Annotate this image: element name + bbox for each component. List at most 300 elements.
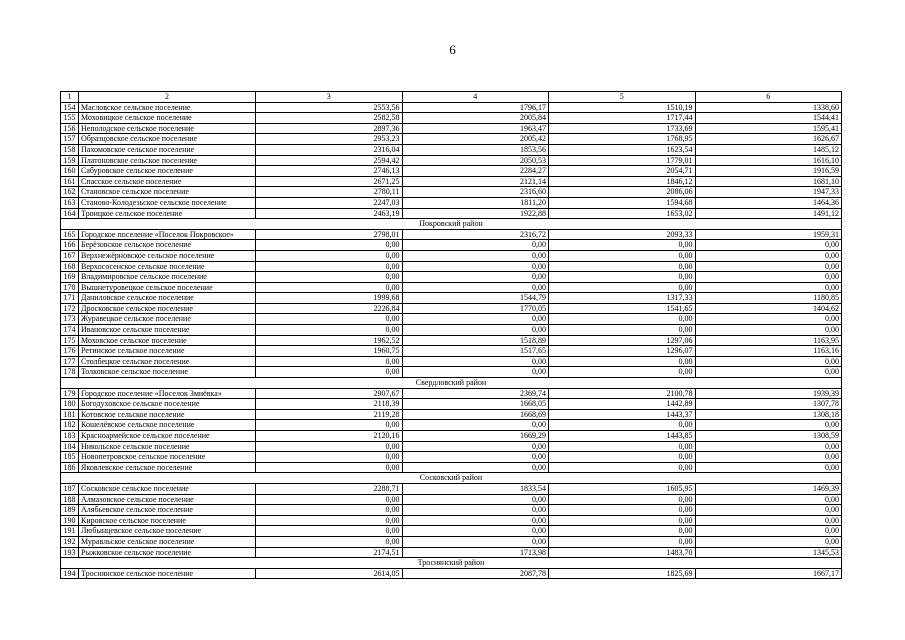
table-row: [61, 187, 842, 198]
value-col-6: 1163,95: [695, 335, 842, 346]
settlement-name: Спасское сельское поселение: [79, 176, 256, 187]
table-row: [61, 144, 842, 155]
value-col-5: 0,00: [549, 536, 696, 547]
value-col-6: 0,00: [695, 526, 842, 537]
row-number: 171: [61, 293, 79, 304]
row-number: 168: [61, 261, 79, 272]
value-col-4: 2005,84: [402, 113, 549, 124]
value-col-4: 1668,05: [402, 399, 549, 410]
table-row: [61, 483, 842, 494]
value-col-5: 1443,85: [549, 431, 696, 442]
table-row: [61, 113, 842, 124]
value-col-4: 1713,98: [402, 547, 549, 558]
table-row: [61, 229, 842, 240]
value-col-5: 1846,12: [549, 176, 696, 187]
district-header-row: [61, 219, 842, 230]
table-row: [61, 431, 842, 442]
table-row: [61, 134, 842, 145]
settlement-name: Дросковское сельское поселение: [79, 303, 256, 314]
district-name: Свердловский район: [61, 378, 842, 389]
value-col-5: 1768,95: [549, 134, 696, 145]
row-number: 179: [61, 388, 79, 399]
settlement-name: Красноармейское сельское поселение: [79, 431, 256, 442]
row-number: 154: [61, 102, 79, 113]
value-col-3: 0,00: [256, 272, 403, 283]
value-col-5: 2086,06: [549, 187, 696, 198]
value-col-3: 2247,03: [256, 197, 403, 208]
settlement-name: Верхососенское сельское поселение: [79, 261, 256, 272]
value-col-5: 1296,07: [549, 346, 696, 357]
settlements-table: [60, 91, 842, 579]
value-col-6: 1307,78: [695, 399, 842, 410]
value-col-3: 0,00: [256, 420, 403, 431]
row-number: 180: [61, 399, 79, 410]
value-col-4: 2284,27: [402, 166, 549, 177]
header-cell-2: 2: [79, 92, 256, 103]
row-number: 161: [61, 176, 79, 187]
settlement-name: Масловское сельское поселение: [79, 102, 256, 113]
value-col-5: 0,00: [549, 314, 696, 325]
value-col-3: 2780,11: [256, 187, 403, 198]
row-number: 170: [61, 282, 79, 293]
settlement-name: Городское поселение «Поселок Змиёвка»: [79, 388, 256, 399]
settlement-name: Алябьевское сельское поселение: [79, 505, 256, 516]
value-col-3: 0,00: [256, 494, 403, 505]
settlement-name: Пахомовское сельское поселение: [79, 144, 256, 155]
value-col-4: 1833,54: [402, 483, 549, 494]
value-col-4: 1669,29: [402, 431, 549, 442]
value-col-6: 1544,41: [695, 113, 842, 124]
value-col-6: 1667,17: [695, 568, 842, 579]
value-col-6: 1939,39: [695, 388, 842, 399]
value-col-3: 2288,71: [256, 483, 403, 494]
value-col-4: 0,00: [402, 282, 549, 293]
value-col-6: 0,00: [695, 272, 842, 283]
value-col-5: 0,00: [549, 356, 696, 367]
value-col-3: 1960,75: [256, 346, 403, 357]
value-col-4: 1544,79: [402, 293, 549, 304]
value-col-4: 1518,89: [402, 335, 549, 346]
value-col-5: 0,00: [549, 282, 696, 293]
table-row: [61, 536, 842, 547]
value-col-5: 1779,01: [549, 155, 696, 166]
value-col-4: 0,00: [402, 515, 549, 526]
value-col-6: 1163,16: [695, 346, 842, 357]
value-col-5: 0,00: [549, 494, 696, 505]
settlement-name: Сабуровское сельское поселение: [79, 166, 256, 177]
table-row: [61, 314, 842, 325]
value-col-5: 1653,02: [549, 208, 696, 219]
value-col-4: 0,00: [402, 505, 549, 516]
settlement-name: Журавецкое сельское поселение: [79, 314, 256, 325]
value-col-3: 0,00: [256, 367, 403, 378]
value-col-4: 0,00: [402, 462, 549, 473]
value-col-6: 0,00: [695, 282, 842, 293]
value-col-3: 0,00: [256, 526, 403, 537]
value-col-5: 0,00: [549, 367, 696, 378]
table-row: [61, 356, 842, 367]
value-col-3: 0,00: [256, 505, 403, 516]
value-col-3: 2907,67: [256, 388, 403, 399]
value-col-6: 1308,59: [695, 431, 842, 442]
settlement-name: Любынцевское сельское поселение: [79, 526, 256, 537]
value-col-6: 1345,53: [695, 547, 842, 558]
row-number: 184: [61, 441, 79, 452]
value-col-4: 2316,72: [402, 229, 549, 240]
row-number: 158: [61, 144, 79, 155]
settlement-name: Ретинское сельское поселение: [79, 346, 256, 357]
district-name: Покровский район: [61, 219, 842, 230]
settlement-name: Рыжковское сельское поселение: [79, 547, 256, 558]
row-number: 178: [61, 367, 79, 378]
row-number: 190: [61, 515, 79, 526]
value-col-6: 0,00: [695, 505, 842, 516]
table-row: [61, 261, 842, 272]
value-col-5: 1443,37: [549, 409, 696, 420]
value-col-5: 0,00: [549, 505, 696, 516]
value-col-3: 2463,19: [256, 208, 403, 219]
value-col-3: 0,00: [256, 515, 403, 526]
value-col-3: 2953,23: [256, 134, 403, 145]
value-col-4: 0,00: [402, 494, 549, 505]
value-col-4: 2316,60: [402, 187, 549, 198]
table-row: [61, 452, 842, 463]
value-col-4: 1963,47: [402, 123, 549, 134]
value-col-4: 1796,17: [402, 102, 549, 113]
table-row: [61, 388, 842, 399]
value-col-6: 0,00: [695, 441, 842, 452]
table-row: [61, 197, 842, 208]
table-row: [61, 325, 842, 336]
table-row: [61, 505, 842, 516]
value-col-5: 2093,33: [549, 229, 696, 240]
settlement-name: Муравльское сельское поселение: [79, 536, 256, 547]
value-col-5: 0,00: [549, 240, 696, 251]
row-number: 186: [61, 462, 79, 473]
value-col-5: 1605,95: [549, 483, 696, 494]
row-number: 187: [61, 483, 79, 494]
header-cell-5: 5: [549, 92, 696, 103]
value-col-6: 1626,67: [695, 134, 842, 145]
value-col-5: 0,00: [549, 272, 696, 283]
value-col-4: 0,00: [402, 367, 549, 378]
row-number: 155: [61, 113, 79, 124]
table-row: [61, 441, 842, 452]
value-col-3: 0,00: [256, 441, 403, 452]
district-name: Троснянский район: [61, 558, 842, 569]
value-col-6: 0,00: [695, 462, 842, 473]
value-col-3: 2594,42: [256, 155, 403, 166]
settlement-name: Ивановское сельское поселение: [79, 325, 256, 336]
settlement-name: Неполодское сельское поселение: [79, 123, 256, 134]
settlement-name: Городское поселение «Поселок Покровское»: [79, 229, 256, 240]
district-name: Сосковский район: [61, 473, 842, 484]
value-col-6: 0,00: [695, 420, 842, 431]
value-col-5: 1717,44: [549, 113, 696, 124]
settlement-name: Кошелёвское сельское поселение: [79, 420, 256, 431]
value-col-6: 0,00: [695, 240, 842, 251]
row-number: 166: [61, 240, 79, 251]
value-col-6: 1180,85: [695, 293, 842, 304]
settlement-name: Моховское сельское поселение: [79, 335, 256, 346]
value-col-3: 0,00: [256, 325, 403, 336]
value-col-5: 1317,33: [549, 293, 696, 304]
value-col-6: 0,00: [695, 250, 842, 261]
row-number: 159: [61, 155, 79, 166]
page-number: 6: [449, 42, 456, 57]
value-col-6: 1404,62: [695, 303, 842, 314]
value-col-6: 1959,31: [695, 229, 842, 240]
settlement-name: Берёзовское сельское поселение: [79, 240, 256, 251]
row-number: 188: [61, 494, 79, 505]
value-col-3: 0,00: [256, 314, 403, 325]
value-col-5: 0,00: [549, 515, 696, 526]
settlement-name: Столбецкое сельское поселение: [79, 356, 256, 367]
value-col-6: 0,00: [695, 367, 842, 378]
settlement-name: Образцовское сельское поселение: [79, 134, 256, 145]
value-col-6: 0,00: [695, 494, 842, 505]
value-col-4: 0,00: [402, 272, 549, 283]
row-number: 164: [61, 208, 79, 219]
settlement-name: Яковлевское сельское поселение: [79, 462, 256, 473]
value-col-3: 0,00: [256, 250, 403, 261]
row-number: 191: [61, 526, 79, 537]
row-number: 173: [61, 314, 79, 325]
settlement-name: Алмазовское сельское поселение: [79, 494, 256, 505]
district-header-row: [61, 558, 842, 569]
value-col-3: 0,00: [256, 240, 403, 251]
value-col-4: 1770,05: [402, 303, 549, 314]
value-col-4: 0,00: [402, 240, 549, 251]
table-row: [61, 420, 842, 431]
settlement-name: Даниловское сельское поселение: [79, 293, 256, 304]
table-row: [61, 123, 842, 134]
value-col-3: 2119,28: [256, 409, 403, 420]
value-col-3: 2174,51: [256, 547, 403, 558]
table-row: [61, 176, 842, 187]
value-col-5: 1442,89: [549, 399, 696, 410]
row-number: 181: [61, 409, 79, 420]
value-col-6: 1681,10: [695, 176, 842, 187]
row-number: 194: [61, 568, 79, 579]
table-row: [61, 166, 842, 177]
table-row: [61, 282, 842, 293]
value-col-4: 2369,74: [402, 388, 549, 399]
value-col-4: 0,00: [402, 261, 549, 272]
table-row: [61, 462, 842, 473]
settlement-name: Толковское сельское поселение: [79, 367, 256, 378]
district-header-row: [61, 473, 842, 484]
table-row: [61, 272, 842, 283]
value-col-5: 0,00: [549, 526, 696, 537]
value-col-4: 0,00: [402, 441, 549, 452]
settlement-name: Становское сельское поселение: [79, 187, 256, 198]
row-number: 182: [61, 420, 79, 431]
value-col-5: 1825,69: [549, 568, 696, 579]
value-col-6: 0,00: [695, 325, 842, 336]
table-row: [61, 526, 842, 537]
table-row: [61, 367, 842, 378]
value-col-6: 0,00: [695, 452, 842, 463]
value-col-4: 1517,65: [402, 346, 549, 357]
district-header-row: [61, 378, 842, 389]
value-col-4: 0,00: [402, 452, 549, 463]
table-row: [61, 409, 842, 420]
value-col-6: 1308,18: [695, 409, 842, 420]
value-col-5: 0,00: [549, 261, 696, 272]
row-number: 189: [61, 505, 79, 516]
table-row: [61, 303, 842, 314]
value-col-4: 2087,78: [402, 568, 549, 579]
row-number: 174: [61, 325, 79, 336]
value-col-5: 2054,71: [549, 166, 696, 177]
value-col-3: 2671,25: [256, 176, 403, 187]
value-col-5: 1541,65: [549, 303, 696, 314]
value-col-6: 1491,12: [695, 208, 842, 219]
value-col-3: 2316,04: [256, 144, 403, 155]
value-col-5: 1297,06: [549, 335, 696, 346]
table-row: [61, 155, 842, 166]
value-col-3: 0,00: [256, 356, 403, 367]
value-col-3: 0,00: [256, 261, 403, 272]
value-col-4: 0,00: [402, 356, 549, 367]
row-number: 163: [61, 197, 79, 208]
value-col-5: 0,00: [549, 325, 696, 336]
value-col-6: 1464,36: [695, 197, 842, 208]
value-col-6: 1616,10: [695, 155, 842, 166]
value-col-4: 2121,14: [402, 176, 549, 187]
header-cell-1: 1: [61, 92, 79, 103]
value-col-6: 1916,59: [695, 166, 842, 177]
table-row: [61, 346, 842, 357]
table-row: [61, 547, 842, 558]
value-col-3: 2582,58: [256, 113, 403, 124]
settlement-name: Сосковское сельское поселение: [79, 483, 256, 494]
value-col-4: 0,00: [402, 536, 549, 547]
header-cell-4: 4: [402, 92, 549, 103]
value-col-4: 1811,20: [402, 197, 549, 208]
value-col-6: 1947,33: [695, 187, 842, 198]
value-col-3: 2746,13: [256, 166, 403, 177]
row-number: 156: [61, 123, 79, 134]
table-row: [61, 208, 842, 219]
value-col-3: 0,00: [256, 462, 403, 473]
settlement-name: Верхнежёрновское сельское поселение: [79, 250, 256, 261]
row-number: 183: [61, 431, 79, 442]
value-col-5: 0,00: [549, 462, 696, 473]
value-col-5: 1594,68: [549, 197, 696, 208]
value-col-5: 0,00: [549, 420, 696, 431]
value-col-4: 1853,56: [402, 144, 549, 155]
value-col-5: 2100,78: [549, 388, 696, 399]
row-number: 177: [61, 356, 79, 367]
value-col-6: 0,00: [695, 314, 842, 325]
row-number: 192: [61, 536, 79, 547]
row-number: 185: [61, 452, 79, 463]
table-row: [61, 240, 842, 251]
table-row: [61, 494, 842, 505]
value-col-6: 0,00: [695, 261, 842, 272]
value-col-4: 1668,69: [402, 409, 549, 420]
settlement-name: Троснянское сельское поселение: [79, 568, 256, 579]
row-number: 175: [61, 335, 79, 346]
settlement-name: Станово-Колодезьское сельское поселение: [79, 197, 256, 208]
value-col-5: 1483,70: [549, 547, 696, 558]
value-col-5: 1510,19: [549, 102, 696, 113]
table-row: [61, 335, 842, 346]
settlement-name: Моховицкое сельское поселение: [79, 113, 256, 124]
row-number: 193: [61, 547, 79, 558]
value-col-3: 0,00: [256, 282, 403, 293]
value-col-3: 2897,36: [256, 123, 403, 134]
value-col-4: 0,00: [402, 250, 549, 261]
header-cell-6: 6: [695, 92, 842, 103]
value-col-3: 2226,84: [256, 303, 403, 314]
header-cell-3: 3: [256, 92, 403, 103]
table-row: [61, 515, 842, 526]
value-col-4: 0,00: [402, 325, 549, 336]
value-col-4: 2005,42: [402, 134, 549, 145]
value-col-4: 0,00: [402, 420, 549, 431]
value-col-3: 2120,16: [256, 431, 403, 442]
settlement-name: Никольское сельское поселение: [79, 441, 256, 452]
value-col-6: 0,00: [695, 536, 842, 547]
value-col-3: 1962,52: [256, 335, 403, 346]
table-header-row: [61, 92, 842, 103]
value-col-3: 0,00: [256, 536, 403, 547]
value-col-4: 2050,53: [402, 155, 549, 166]
row-number: 176: [61, 346, 79, 357]
value-col-6: 1469,39: [695, 483, 842, 494]
value-col-5: 0,00: [549, 452, 696, 463]
value-col-4: 1922,88: [402, 208, 549, 219]
value-col-6: 1338,60: [695, 102, 842, 113]
table-row: [61, 568, 842, 579]
settlement-name: Новопетровское сельское поселение: [79, 452, 256, 463]
settlement-name: Кировское сельское поселение: [79, 515, 256, 526]
value-col-6: 0,00: [695, 515, 842, 526]
row-number: 157: [61, 134, 79, 145]
value-col-4: 0,00: [402, 526, 549, 537]
table-row: [61, 102, 842, 113]
value-col-5: 0,00: [549, 250, 696, 261]
value-col-3: 2614,05: [256, 568, 403, 579]
row-number: 167: [61, 250, 79, 261]
row-number: 165: [61, 229, 79, 240]
settlement-name: Вышнетуровецкое сельское поселение: [79, 282, 256, 293]
settlement-name: Платоновское сельское поселение: [79, 155, 256, 166]
value-col-6: 1595,41: [695, 123, 842, 134]
value-col-5: 0,00: [549, 441, 696, 452]
value-col-6: 0,00: [695, 356, 842, 367]
settlement-name: Троицкое сельское поселение: [79, 208, 256, 219]
value-col-3: 2553,56: [256, 102, 403, 113]
row-number: 169: [61, 272, 79, 283]
row-number: 160: [61, 166, 79, 177]
value-col-4: 0,00: [402, 314, 549, 325]
value-col-3: 1999,68: [256, 293, 403, 304]
value-col-3: 2798,01: [256, 229, 403, 240]
value-col-6: 1485,12: [695, 144, 842, 155]
value-col-3: 0,00: [256, 452, 403, 463]
settlement-name: Котовское сельское поселение: [79, 409, 256, 420]
row-number: 172: [61, 303, 79, 314]
value-col-3: 2118,39: [256, 399, 403, 410]
value-col-5: 1733,69: [549, 123, 696, 134]
table-row: [61, 293, 842, 304]
settlement-name: Богодуховское сельское поселение: [79, 399, 256, 410]
table-row: [61, 250, 842, 261]
